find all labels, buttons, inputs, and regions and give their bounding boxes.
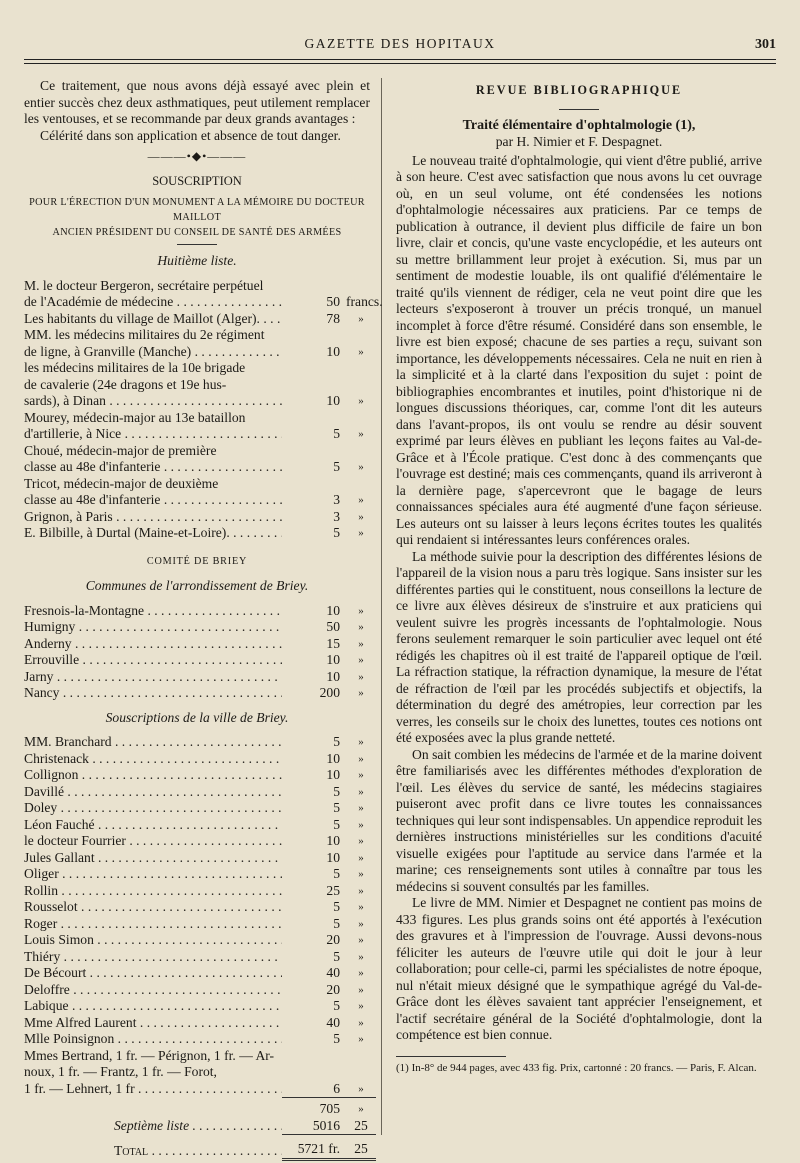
entry-amount: 5 <box>333 800 340 815</box>
septieme-row <box>24 1118 376 1135</box>
entry-name: De Bécourt . . . <box>24 965 282 982</box>
entry-currency: » <box>358 983 364 996</box>
header-rule <box>24 59 776 60</box>
entry-amount: 20 <box>326 932 340 947</box>
table-row <box>24 1015 376 1032</box>
entry-name: Labique . . . <box>24 998 282 1015</box>
entry-amount: 20 <box>326 981 340 997</box>
subscription-table <box>24 277 383 542</box>
entry-name: Mourey, médecin-major au 13e bataillon <box>24 409 246 425</box>
mmes-table <box>24 1048 376 1161</box>
table-row <box>24 1064 376 1081</box>
total-row <box>24 1135 376 1160</box>
entry-currency: » <box>358 510 364 523</box>
entry-amount <box>282 278 346 295</box>
entry-currency: » <box>358 818 364 831</box>
entry-currency: » <box>358 1033 364 1045</box>
entry-currency: » <box>358 1016 364 1029</box>
entry-currency: » <box>358 917 364 930</box>
entry-name: d'artillerie, à Nice . . . <box>24 426 282 443</box>
entry-name: Tricot, médecin-major de deuxième <box>24 475 219 491</box>
table-row <box>24 294 376 311</box>
table-row <box>24 393 376 410</box>
septieme-cents: 25 <box>354 1117 368 1133</box>
entry-name: Doley . . . <box>24 800 282 817</box>
page-number: 301 <box>755 37 776 52</box>
entry-name: Fresnois-la-Montagne . . . <box>24 603 282 620</box>
table-row <box>24 685 376 702</box>
entry-currency: » <box>358 527 364 539</box>
table-row <box>24 327 376 344</box>
entry-amount: 50 <box>326 619 340 634</box>
review-paragraph: Le livre de MM. Nimier et Despagnet ne contient pas moins de 433 figures. Les plus grands soins ont été apportés à l'exécution des gravures et à l'impression de l'ouvrage. Aussi devons-nous féliciter les auteurs de l'œuvre utile qui doit le jour à leur collaboration; pour celle-ci, parmi les spécialistes de notre époque, nul n'était mieux désigné que le sympathique agrégé du Val-de-Grâce dont les élèves savaient tant apprécier l'enseignement, et l'actif secrétaire général de la Société d'ophtalmologie, dont la compétence est bien connue. <box>396 895 762 1042</box>
table-row <box>24 817 376 834</box>
entry-amount <box>282 476 346 493</box>
entry-currency: » <box>358 1000 364 1012</box>
entry-currency: » <box>358 967 364 979</box>
entry-currency <box>346 327 376 344</box>
septieme-amount: 5016 <box>312 1117 340 1133</box>
entry-name: Les habitants du village de Maillot (Alger). . . . <box>24 311 282 328</box>
entry-currency: » <box>358 802 364 814</box>
entry-currency: » <box>358 835 364 847</box>
subtotal-currency: » <box>346 1098 376 1118</box>
entry-currency: » <box>358 654 364 666</box>
entry-name: Mme Alfred Laurent . . . <box>24 1015 282 1032</box>
entry-currency: » <box>358 884 364 897</box>
subscription-subtitle: POUR L'ÉRECTION D'UN MONUMENT A LA MÉMOIRE DU DOCTEUR MAILLOT <box>29 197 365 223</box>
entry-name: classe au 48e d'infanterie . . . <box>24 492 282 509</box>
table-row <box>24 1048 376 1065</box>
entry-amount: 5 <box>333 915 340 931</box>
entry-name: Davillé . . . <box>24 784 282 801</box>
entry-name: Errouville . . . <box>24 652 282 669</box>
table-row <box>24 883 376 900</box>
entry-currency: francs. <box>346 294 383 309</box>
table-row <box>24 443 376 460</box>
entry-name: MM. Branchard . . . <box>24 734 282 751</box>
entry-amount: 6 <box>333 1080 340 1096</box>
entry-name: Mlle Poinsignon . . . <box>24 1031 282 1048</box>
entry-name: sards), à Dinan . . . <box>24 393 282 410</box>
subscription-subtitle-2: ANCIEN PRÉSIDENT DU CONSEIL DE SANTÉ DES ARMÉES <box>52 227 342 238</box>
table-row <box>24 784 376 801</box>
book-authors: par H. Nimier et F. Despagnet. <box>495 134 663 149</box>
entry-name: Rollin . . . <box>24 883 282 900</box>
total-label: Total . . . <box>114 1143 282 1160</box>
list-title: Huitième liste. <box>157 253 237 268</box>
entry-amount: 78 <box>326 310 340 326</box>
table-row <box>24 1031 376 1048</box>
page-header <box>24 36 776 58</box>
entry-currency <box>346 360 376 377</box>
table-row <box>24 603 376 620</box>
entry-amount: 5 <box>333 1031 340 1046</box>
briey-committee-title: COMITÉ DE BRIEY <box>146 555 248 567</box>
entry-amount: 40 <box>326 1014 340 1030</box>
intro-paragraph: Ce traitement, que nous avons déjà essayé avec plein et entier succès chez deux asthmatiques, peut utilement remplacer les ventouses, et se recommande par deux grands avantages : <box>24 78 370 126</box>
entry-name: E. Bilbille, à Durtal (Maine-et-Loire). . . . <box>24 525 282 542</box>
right-column <box>396 78 762 1075</box>
entry-name: les médecins militaires de la 10e brigade <box>24 360 246 375</box>
entry-name: MM. les médecins militaires du 2e régiment <box>24 327 265 342</box>
entry-currency: » <box>358 934 364 946</box>
table-row <box>24 767 376 784</box>
entry-amount: 15 <box>326 635 340 651</box>
entry-name: Thiéry . . . <box>24 949 282 966</box>
entry-name: de cavalerie (24e dragons et 19e hus- <box>24 376 227 392</box>
table-row <box>24 800 376 817</box>
entry-name: classe au 48e d'infanterie . . . <box>24 459 282 476</box>
entry-currency: » <box>358 312 364 325</box>
entry-currency: » <box>358 345 364 358</box>
entry-amount: 25 <box>326 882 340 898</box>
divider <box>177 244 217 245</box>
entry-currency <box>346 476 376 493</box>
entry-name: Christenack . . . <box>24 751 282 768</box>
entry-amount: 200 <box>319 685 340 700</box>
table-row <box>24 426 376 443</box>
table-row <box>24 652 376 669</box>
table-row <box>24 833 376 850</box>
entry-amount: 5 <box>333 734 340 749</box>
entry-amount: 10 <box>326 750 340 766</box>
city-subscriptions-title: Souscriptions de la ville de Briey. <box>105 709 289 725</box>
table-row <box>24 377 376 394</box>
entry-name: Oliger . . . <box>24 866 282 883</box>
column-separator <box>381 78 382 1135</box>
table-row <box>24 619 376 636</box>
review-paragraph: Le nouveau traité d'ophtalmologie, qui vient d'être publié, arrive à son heure. C'est avec satisfaction que nous avons lu cet ouvrage où, en un seul volume, ont été condensées les notions d'ophtalmologie nécessaires aux praticiens. Par ce temps de publication à outrance, il devient plus difficile de faire un bon livre, clair et concis, qu'une vaste encyclopédie, et les auteurs ont su mettre brillamment leur projet à exécution. Si, mus par un sentiment de modestie louable, ils ont qualifié d'élémentaire le traité qu'ils viennent de rédiger, cela ne veut point dire que les lecteurs s'exposeront à trouver un précis tronqué, un manuel incomplet à force d'être résumé. Considéré dans son ensemble, le livre est bien exposé; chacune de ses parties a reçu, suivant son importance, les développements nécessaires. Cela ne nuit en rien à la simplicité et à la clarté dans l'exposition du sujet : point de bibliographies encombrantes et inutiles, point d'historique ni de longues discussions théoriques, car, comme l'ont dit les auteurs dans l'avant-propos, ils ont voulu se rendre au désir souvent exprimé par leurs élèves en publiant les leçons faites au Val-de-Grâce et à l'École pratique. C'est donc à des commençants que l'ouvrage est destiné; mais ces commençants, quand ils arriveront à la dernière page, s'apercevront que le bagage de leurs connaissances spéciales aura été augmenté d'une façon sérieuse. Les auteurs ont su laisser à leurs leçons écrites toutes les qualités qui rendaient si intéressantes leurs conférences orales. <box>396 152 762 547</box>
entry-name: de ligne, à Granville (Manche) . . . <box>24 344 282 361</box>
table-row <box>24 410 376 427</box>
entry-amount: 5 <box>333 525 340 540</box>
entry-currency: » <box>358 868 364 880</box>
entry-currency: » <box>358 769 364 781</box>
entry-name: Grignon, à Paris . . . <box>24 509 282 526</box>
entry-currency: » <box>358 785 364 798</box>
communes-title: Communes de l'arrondissement de Briey. <box>85 578 309 593</box>
entry-name: Deloffre . . . <box>24 982 282 999</box>
entry-amount: 3 <box>333 508 340 524</box>
communes-table <box>24 603 376 702</box>
entry-name: noux, 1 fr. — Frantz, 1 fr. — Forot, <box>24 1064 217 1079</box>
entry-name: Collignon . . . <box>24 767 282 784</box>
entry-name: Nancy . . . <box>24 685 282 702</box>
intro-paragraph-2: Célérité dans son application et absence de tout danger. <box>40 127 341 143</box>
total-cents: 25 <box>346 1135 376 1160</box>
table-row <box>24 669 376 686</box>
entry-amount: 5 <box>333 998 340 1013</box>
entry-name: Humigny . . . <box>24 619 282 636</box>
entry-name: Jarny . . . <box>24 669 282 686</box>
subscription-title: SOUSCRIPTION <box>152 173 242 188</box>
entry-amount: 5 <box>333 948 340 964</box>
entry-name: de l'Académie de médecine . . . <box>24 294 282 311</box>
table-row <box>24 311 376 328</box>
entry-currency: » <box>358 851 364 864</box>
entry-amount: 10 <box>326 668 340 684</box>
entry-name: Mmes Bertrand, 1 fr. — Pérignon, 1 fr. — Ar- <box>24 1047 275 1063</box>
table-row <box>24 459 376 476</box>
divider <box>559 109 599 110</box>
entry-name: Léon Fauché . . . <box>24 817 282 834</box>
table-row <box>24 982 376 999</box>
entry-amount <box>282 327 346 344</box>
septieme-label: Septième liste . . . <box>114 1118 282 1135</box>
entry-amount: 10 <box>326 849 340 865</box>
entry-amount: 10 <box>326 833 340 848</box>
entry-amount: 10 <box>326 343 340 359</box>
entry-name: Roger . . . <box>24 916 282 933</box>
table-row <box>24 278 376 295</box>
entry-currency: » <box>358 950 364 963</box>
table-row <box>24 965 376 982</box>
entry-amount <box>282 360 346 377</box>
table-row <box>24 492 376 509</box>
entry-amount: 5 <box>333 816 340 832</box>
entry-amount: 5 <box>333 426 340 441</box>
table-row <box>24 751 376 768</box>
entry-amount: 10 <box>326 393 340 408</box>
entry-currency: » <box>358 901 364 913</box>
review-paragraph: On sait combien les médecins de l'armée et de la marine doivent être familiarisés avec les différentes méthodes d'exploration de l'œil. Les élèves du service de santé, les médecins stagiaires puiseront avec profit dans ce livre toutes les connaissances techniques qui leur sont indispensables. Un appendice reproduit les dernières instructions ministérielles sur les conditions d'acuité visuelle exigées pour l'aptitude au service dans l'armée et la marine; ces renseignements sont utiles à connaître par tous les médecins si souvent consultés par les familles. <box>396 746 762 894</box>
entry-amount <box>282 443 346 460</box>
entry-amount <box>282 410 346 427</box>
table-row <box>24 932 376 949</box>
entry-name: Louis Simon . . . <box>24 932 282 949</box>
entry-currency: » <box>358 604 364 617</box>
entry-name: Rousselot . . . <box>24 899 282 916</box>
table-row <box>24 344 376 361</box>
entry-currency <box>346 377 376 394</box>
table-row <box>24 476 376 493</box>
entry-currency: » <box>358 736 364 748</box>
entry-amount: 5 <box>333 866 340 881</box>
footnote: (1) In-8° de 944 pages, avec 433 fig. Prix, cartonné : 20 francs. — Paris, F. Alcan. <box>396 1061 757 1074</box>
entry-amount: 40 <box>326 965 340 980</box>
entry-currency: » <box>358 752 364 765</box>
footnote-rule <box>396 1056 506 1057</box>
section-title: REVUE BIBLIOGRAPHIQUE <box>475 83 683 97</box>
entry-currency: » <box>358 461 364 473</box>
entry-amount: 5 <box>333 783 340 799</box>
table-row <box>24 998 376 1015</box>
entry-name: Anderny . . . <box>24 636 282 653</box>
total-currency: fr. <box>328 1141 340 1156</box>
entry-currency <box>346 410 376 427</box>
table-row <box>24 1081 376 1098</box>
table-row <box>24 916 376 933</box>
review-paragraph: La méthode suivie pour la description des différentes lésions de l'appareil de la vision nous a paru très logique. Sans insister sur les différentes parties qui le constituent, nous conseillons la lecture de ce livre aux élèves désireux de s'instruire et aux praticiens qui veulent suivre les progrès incessants de l'ophtalmologie. Nous ferons seulement remarquer le soin particulier avec lequel ont été rédigés les chapitres où il est traité de l'appareil optique de l'œil. La réfraction statique, la réfraction dynamique, la mesure de l'état de réfraction de l'œil par les procédés subjectifs et objectifs, la détermination du degré des amétropies, leur correction par les verres, les conseils sur le choix des lunettes, toutes ces notions ont été exposées avec la plus grande netteté. <box>396 548 762 745</box>
total-amount: 5721 <box>297 1141 325 1156</box>
entry-amount <box>282 377 346 394</box>
table-row <box>24 360 376 377</box>
book-title: Traité élémentaire d'ophtalmologie (1), <box>462 117 696 133</box>
entry-amount: 5 <box>333 459 340 474</box>
entry-currency <box>346 278 376 295</box>
header-rule <box>24 63 776 64</box>
entry-currency: » <box>358 670 364 683</box>
entry-name: le docteur Fourrier . . . <box>24 833 282 850</box>
entry-currency: » <box>358 637 364 650</box>
entry-currency: » <box>358 621 364 633</box>
subtotal-amount: 705 <box>282 1098 346 1118</box>
entry-name: Choué, médecin-major de première <box>24 442 217 458</box>
entry-amount: 3 <box>333 492 340 507</box>
table-row <box>24 949 376 966</box>
entry-currency: » <box>358 428 364 440</box>
entry-amount: 10 <box>326 767 340 782</box>
table-row <box>24 525 376 542</box>
ornament-divider: ———•◆•——— <box>147 149 247 163</box>
entry-name: M. le docteur Bergeron, secrétaire perpétuel <box>24 277 264 293</box>
city-table <box>24 734 376 1048</box>
table-row <box>24 850 376 867</box>
entry-amount: 10 <box>326 652 340 667</box>
journal-title: GAZETTE DES HOPITAUX <box>304 36 496 51</box>
entry-amount: 5 <box>333 899 340 914</box>
table-row <box>24 866 376 883</box>
entry-currency: » <box>358 687 364 699</box>
subtotal-row <box>24 1098 376 1118</box>
table-row <box>24 636 376 653</box>
entry-currency: » <box>358 395 364 407</box>
entry-amount: 10 <box>326 602 340 618</box>
table-row <box>24 734 376 751</box>
entry-currency: » <box>358 494 364 506</box>
entry-name: Jules Gallant . . . <box>24 850 282 867</box>
entry-currency: » <box>358 1082 364 1095</box>
left-column <box>24 78 383 1161</box>
entry-currency <box>346 443 376 460</box>
table-row <box>24 509 376 526</box>
entry-amount: 50 <box>326 294 340 309</box>
table-row <box>24 899 376 916</box>
entry-name: 1 fr. — Lehnert, 1 fr . . . <box>24 1081 282 1098</box>
